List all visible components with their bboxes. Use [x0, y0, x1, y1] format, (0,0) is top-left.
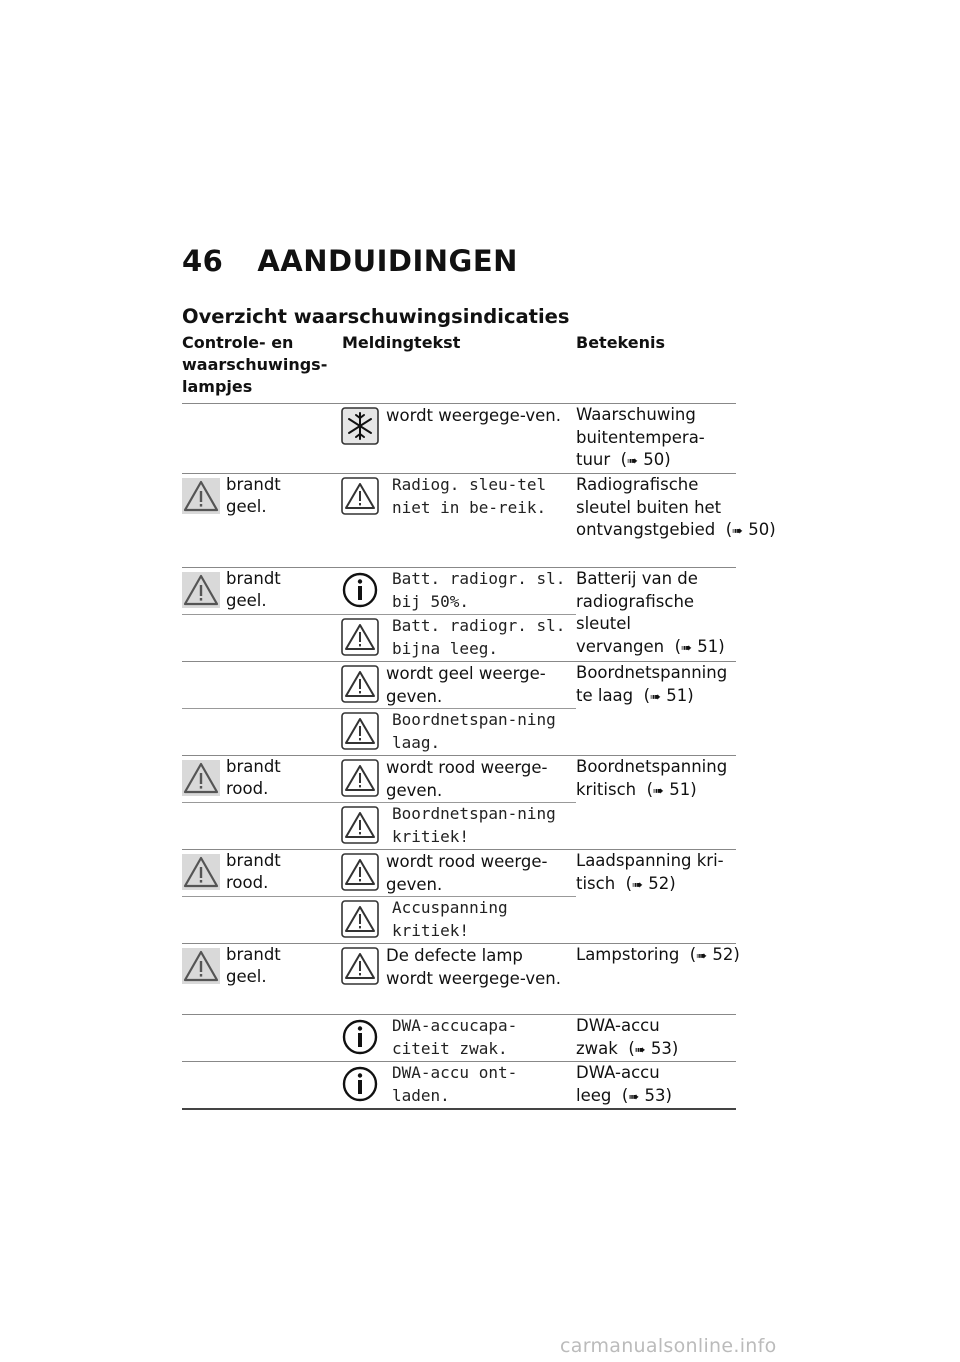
message-text: DWA-accu ont-laden.: [392, 1063, 518, 1105]
page-reference[interactable]: (➠ 51): [636, 779, 697, 799]
meaning-text: [576, 474, 776, 544]
warning-triangle-icon: [341, 899, 379, 939]
meaning-text: [576, 404, 736, 474]
message-text: Boordnetspan-ning kritiek!: [392, 804, 556, 846]
page-reference[interactable]: (➠ 51): [633, 685, 694, 705]
page-reference[interactable]: (➠ 51): [664, 636, 725, 656]
lamp-status: brandt rood.: [226, 851, 281, 892]
arrow-right-icon: ➠: [653, 783, 664, 799]
meaning-text: [576, 568, 736, 660]
page-reference-number: 50: [643, 450, 665, 469]
lamp-status: brandt geel.: [226, 945, 281, 986]
warning-triangle-icon: [182, 854, 220, 890]
page-number: 46: [182, 244, 224, 278]
page-reference-number: 51: [666, 685, 688, 705]
lamp-status: brandt rood.: [226, 757, 281, 798]
arrow-right-icon: ➠: [650, 689, 661, 705]
warning-triangle-icon: [341, 852, 379, 892]
page-reference[interactable]: (➠ 50): [610, 450, 671, 469]
message-text: De defecte lamp wordt weergege-ven.: [386, 946, 561, 988]
page-reference-number: 50: [748, 520, 770, 539]
meaning-label: DWA-accu leeg: [576, 1063, 660, 1105]
arrow-right-icon: ➠: [732, 524, 744, 539]
arrow-right-icon: ➠: [632, 877, 644, 893]
meaning-text: [576, 756, 736, 803]
warning-triangle-icon: [341, 476, 379, 516]
message-text: wordt geel weerge-geven.: [386, 664, 546, 706]
page-reference-number: 51: [669, 779, 691, 799]
info-icon: [341, 1017, 379, 1057]
page-reference-number: 52: [712, 945, 734, 964]
page-reference[interactable]: (➠ 52): [615, 873, 676, 893]
message-text: Boordnetspan-ning laag.: [392, 710, 556, 752]
message-text: wordt weergege-ven.: [386, 406, 561, 425]
meaning-label: DWA-accu zwak: [576, 1016, 660, 1058]
warning-triangle-icon: [182, 948, 220, 984]
meaning-label: Boordnetspanning kritisch: [576, 757, 728, 799]
warning-triangle-icon: [182, 572, 220, 608]
page-header: [182, 244, 518, 278]
message-text: Batt. radiogr. sl. bijna leeg.: [392, 616, 566, 658]
snowflake-icon: [341, 406, 379, 446]
message-text: wordt rood weerge-geven.: [386, 758, 548, 800]
page-reference[interactable]: (➠ 53): [611, 1085, 672, 1105]
page-reference-number: 53: [644, 1085, 666, 1105]
arrow-right-icon: ➠: [696, 949, 708, 964]
section-title: Overzicht waarschuwingsindicaties: [182, 305, 570, 328]
arrow-right-icon: ➠: [627, 454, 639, 469]
meaning-label: Radiografische sleutel buiten het ontvangstgebied: [576, 475, 722, 539]
message-text: DWA-accucapa-citeit zwak.: [392, 1016, 518, 1058]
meaning-text: [576, 850, 736, 897]
meaning-label: Lampstoring: [576, 945, 680, 964]
meaning-label: Laadspanning kri-tisch: [576, 851, 724, 893]
meaning-label: Batterij van de radiografische sleutel vervangen: [576, 569, 698, 656]
watermark: carmanualsonline.info: [560, 1335, 777, 1357]
lamp-status: brandt geel.: [226, 475, 281, 516]
arrow-right-icon: ➠: [681, 640, 692, 656]
message-text: Radiog. sleu-tel niet in be-reik.: [392, 475, 547, 517]
warning-triangle-icon: [182, 478, 220, 514]
page-reference[interactable]: (➠ 50): [715, 520, 776, 539]
column-header-lamps: Controle- en waarschuwings-lampjes: [182, 333, 328, 396]
warning-triangle-icon: [341, 617, 379, 657]
page-reference[interactable]: (➠ 53): [617, 1038, 679, 1058]
message-text: Batt. radiogr. sl. bij 50%.: [392, 569, 566, 611]
info-icon: [341, 1064, 379, 1104]
warning-triangle-icon: [341, 664, 379, 704]
warning-triangle-icon: [341, 946, 379, 986]
column-header-meaning: Betekenis: [576, 333, 666, 352]
message-text: Accuspanning kritiek!: [392, 898, 508, 940]
page-reference-number: 51: [697, 636, 719, 656]
page-reference[interactable]: (➠ 52): [679, 945, 740, 964]
chapter-title: AANDUIDINGEN: [257, 244, 518, 278]
column-header-message: Meldingtekst: [342, 333, 461, 352]
warning-triangle-icon: [341, 711, 379, 751]
warning-triangle-icon: [182, 760, 220, 796]
meaning-label: Waarschuwing buitentempera-tuur: [576, 405, 705, 469]
message-text: wordt rood weerge-geven.: [386, 852, 548, 894]
meaning-text: [576, 1062, 736, 1109]
page-reference-number: 53: [650, 1038, 672, 1058]
warning-triangle-icon: [341, 758, 379, 798]
info-icon: [341, 570, 379, 610]
meaning-text: [576, 944, 740, 969]
page-reference-number: 52: [648, 873, 670, 893]
lamp-status: brandt geel.: [226, 569, 281, 610]
meaning-text: [576, 1015, 736, 1062]
meaning-text: [576, 662, 736, 709]
arrow-right-icon: ➠: [628, 1089, 640, 1105]
meaning-label: Boordnetspanning te laag: [576, 663, 728, 705]
warning-triangle-icon: [341, 805, 379, 845]
arrow-right-icon: ➠: [634, 1042, 646, 1058]
